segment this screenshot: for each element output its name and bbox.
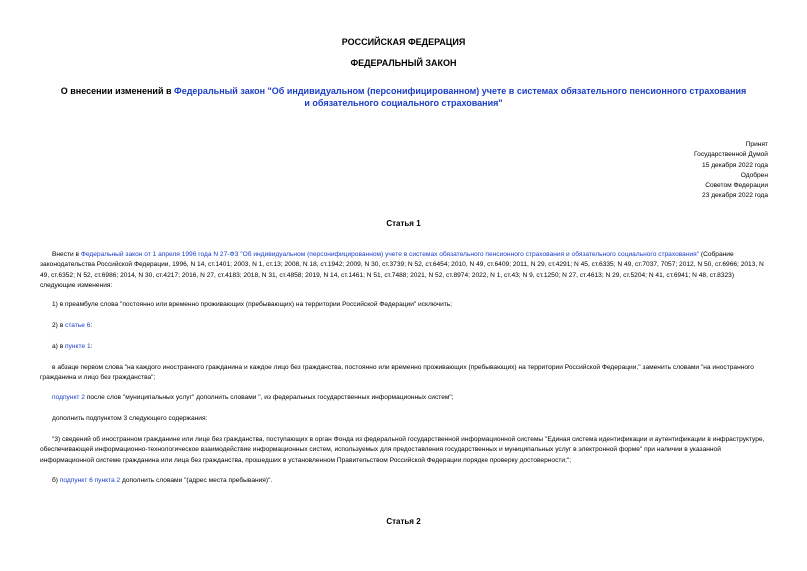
- adoption-line-1: Принят: [745, 141, 768, 148]
- adoption-line-3: 15 декабря 2022 года: [702, 161, 768, 169]
- adoption-block: [568, 140, 768, 202]
- item-b-suffix: дополнить словами "(адрес места пребывания)".: [120, 477, 273, 484]
- item-2-link[interactable]: статье 6: [65, 322, 91, 329]
- add-subitem-3: дополнить подпунктом 3 следующего содержания:: [52, 415, 208, 422]
- adoption-line-5: Советом Федерации: [705, 182, 768, 190]
- article-2-heading: Статья 2: [386, 517, 421, 526]
- item-a: [40, 342, 768, 352]
- item-1: 1) в преамбуле слова "постоянно или временно проживающих (пребывающих) на территории Российской Федерации" исключить;: [52, 301, 453, 308]
- intro-suffix: (Собрание законодательства Российской Федерации, 1996, N 14, ст.1401; 2003, N 1, ст.13; 2008, N 18, ст.1942; 2009, N 30, ст.3739; N 52, ст.6454; 2010, N 49, ст.6409; 2011, N 29, ст.4291; N 45, ст.6335; N 49, ст.7037, 7057; 2012, N 50, ст.6966; 2013, N 49, ст.6352; N 52, ст.6986; 2014, N 30, ст.4217; 2016, N 27, ст.4183; 2018, N 31, ст.4858; 2019, N 14, ст.1461; N 51, ст.7488; 2021, N 52, ст.8974; 2022, N 1, ст.43; N 9, ст.1250; N 27, ст.4613; N 29, ст.5204; N 41, ст.6941; N 48, ст.8323) следующие изменения:: [40, 251, 764, 289]
- item-2-suffix: :: [90, 322, 93, 329]
- law-title-link[interactable]: Федеральный закон "Об индивидуальном (персонифицированном) учете в системах обязательного пенсионного страхования и обязательного социального страхования": [174, 86, 747, 108]
- item-b-link[interactable]: подпункт 6 пункта 2: [59, 477, 121, 484]
- adoption-line-4: Одобрен: [740, 171, 768, 179]
- article-1-intro: [40, 250, 768, 291]
- subitem-2-text: после слов "муниципальных услуг" дополнить словами ", из федеральных государственных информационных систем";: [84, 394, 454, 401]
- subitem-2: [40, 393, 768, 403]
- intro-prefix: Внести в: [52, 251, 81, 258]
- law-title: [60, 85, 747, 109]
- item-b-prefix: б): [52, 477, 60, 484]
- subitem-2-link[interactable]: подпункт 2: [52, 394, 85, 401]
- item-a-suffix: :: [90, 343, 93, 350]
- item-a-link[interactable]: пункте 1: [65, 343, 91, 350]
- item-b: [40, 476, 768, 486]
- adoption-line-2: Государственной Думой: [694, 151, 768, 159]
- adoption-line-6: 23 декабря 2022 года: [702, 192, 768, 200]
- intro-law-link[interactable]: Федеральный закон от 1 апреля 1996 года N 27-ФЗ "Об индивидуальном (персонифицированном) учете в системах обязательного пенсионного страхования и обязательного социального страхования": [80, 251, 700, 258]
- country-heading: РОССИЙСКАЯ ФЕДЕРАЦИЯ: [341, 37, 466, 47]
- para-first-replacement: в абзаце первом слова "на каждого иностранного гражданина и каждое лицо без гражданства, постоянно или временно проживающих (пребывающих) на территории Российской Федерации," заменить словами "на иностранного гражданина и лицо без гражданства";: [40, 364, 754, 382]
- article-1-heading: Статья 1: [386, 219, 421, 228]
- law-title-prefix: О внесении изменений в: [60, 86, 175, 96]
- item-2: [40, 321, 768, 331]
- document-type-heading: ФЕДЕРАЛЬНЫЙ ЗАКОН: [350, 58, 457, 68]
- subitem-3-quote: "3) сведений об иностранном гражданине или лице без гражданства, поступающих в орган Фонда из федеральной государственной информационной системы "Единая система идентификации и аутентификации в инфраструктуре, обеспечивающей информационно-технологическое взаимодействие информационных систем, используемых для предоставления государственных и муниципальных услуг в электронной форме" при наличии в указанной информационной системе гражданина или лица без гражданства, прошедших в установленном Правительством Российской Федерации порядке проверку достоверности;";: [40, 436, 765, 464]
- item-2-prefix: 2) в: [52, 322, 66, 329]
- item-a-prefix: а) в: [52, 343, 66, 350]
